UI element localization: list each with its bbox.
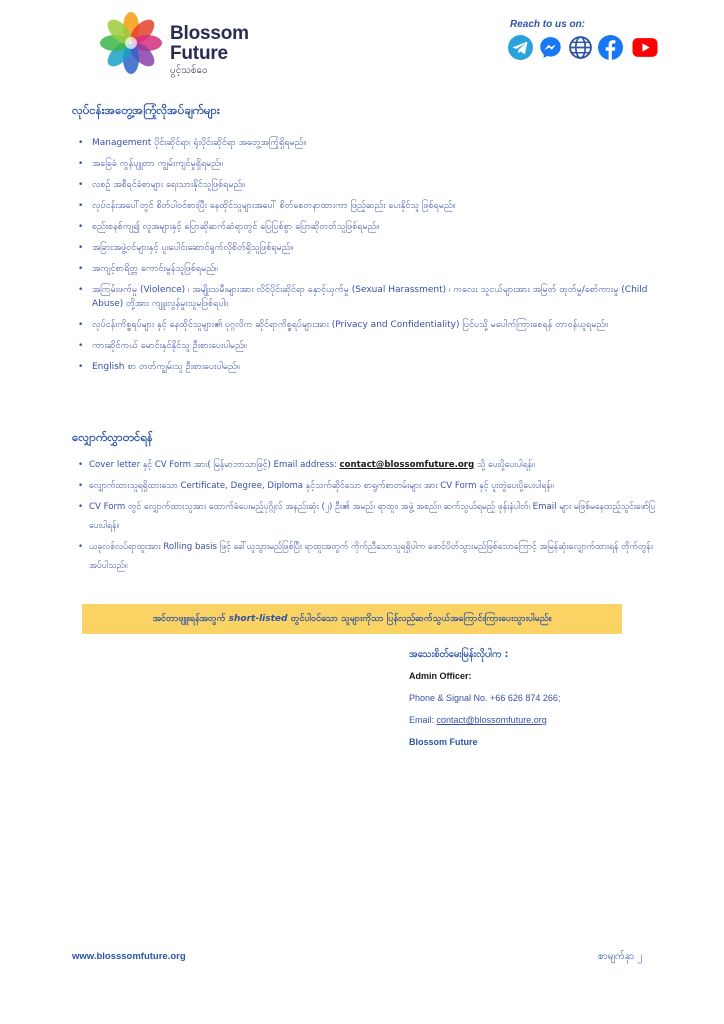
banner-post: တွင်ပါဝင်သော သူများကိုသာ ပြန်လည်ဆက်သွယ်အကြောင်းကြားပေးသွားပါမည်။ — [287, 613, 552, 624]
inquiry-note: အသေးစိတ်မေးမြန်းလိုပါက : — [409, 649, 509, 660]
blossom-logo — [98, 10, 164, 76]
list-item: • Management ပိုင်းဆိုင်ရာ၊ ရုံးပိုင်းဆိုင်ရာ အတွေ့အကြုံရှိရမည်။ — [78, 136, 658, 150]
list-item: • လျှောက်ထားသူရရှိထားသော Certificate, Degree, Diploma နှင့်သက်ဆိုင်သော စာရွက်စာတမ်းများ အား CV Form နှင့် ပူးတွဲပေးပို့ပေးပါရန်။ — [78, 477, 658, 496]
list-item: • အခြားအဖွဲ့ဝင်များနှင့် ပူးပေါင်းဆောင်ရွက်လိုစိတ်ရှိသူဖြစ်ရမည်။ — [78, 241, 658, 255]
list-item: • စည်းစနစ်ကျ၍ လူအများနှင့် ပြောဆိုဆက်ဆံရာတွင် ပြေပြစ်စွာ ပြောဆိုတတ်သူဖြစ်ရမည်။ — [78, 220, 658, 234]
brand-name — [170, 24, 249, 76]
list-item: • ယခုလစ်လပ်ရာထူးအား Rolling basis ဖြင့် ခေါ်ယူသွားမည်ဖြစ်ပြီး ရာထူးအတွက် ကိုက်ညီသောသူရရှိပါက ဖောင်ပိတ်သွားမည်ဖြစ်သောကြောင့် အမြန်ဆုံးလျှောက်ထားရန် တိုက်တွန်းအပ်ပါသည်။ — [78, 538, 658, 576]
list-item: • English စာ တတ်ကျွမ်းသူ ဦးစားပေးပါမည်။ — [78, 360, 658, 374]
email-link[interactable]: contact@blossomfuture.org — [436, 715, 547, 725]
list-item: • အကျင့်စာရိတ္တ ကောင်းမွန်သူဖြစ်ရမည်။ — [78, 262, 658, 276]
list-item: • CV Form တွင် လျှောက်ထားသူအား ထောက်ခံပေးမည့်ပုဂ္ဂိုလ် အနည်းဆုံး (၂) ဦး၏ အမည်၊ ရာထူး၊ အဖွဲ့ အစည်း၊ ဆက်သွယ်ရမည့် ဖုန်းနံပါတ်၊ Email များ မဖြစ်မနေထည့်သွင်းဖော်ပြပေးပါရန်။ — [78, 498, 658, 536]
apply-item-1-pre: Cover letter နှင့် CV Form အား( မြန်မာဘာသာဖြင့်) Email address: — [89, 460, 340, 470]
requirements-title: လုပ်ငန်းအတွေ့အကြုံလိုအပ်ချက်များ — [72, 103, 220, 117]
messenger-icon[interactable] — [538, 35, 563, 60]
brand-line-2: Future — [170, 43, 228, 64]
list-item: • အခြေခံ ကွန်ပျူတာ ကျွမ်းကျင်မှုရှိရမည်။ — [78, 157, 658, 171]
globe-icon[interactable] — [568, 35, 593, 60]
contact-email — [409, 714, 669, 726]
list-item: • အကြမ်းဖက်မှု (Violence) ၊ အမျိုးသမီးများအား လိင်ပိုင်းဆိုင်ရာ နှောင့်ယှက်မှု (Sexual Harassment) ၊ ကလေး သူငယ်များအား အမြတ် ထုတ်မှု/စော်ကားမှု (Child Abuse) တို့အား ကျူးလွန်မှုးသူမဖြစ်ရပါ။ — [78, 283, 658, 311]
contact-block — [409, 670, 669, 758]
shortlist-banner — [82, 604, 622, 634]
banner-em: short-listed — [228, 613, 288, 624]
reach-label: Reach to us on: — [510, 19, 586, 30]
list-item: • လုပ်ငန်းအပေါ်တွင် စိတ်ပါဝင်စားပြီး နေထိုင်သူများအပေါ် စိတ်စေတနာထားကာ ဖြည့်ဆည်း ပေးနိုင်သူ ဖြစ်ရမည်။ — [78, 199, 658, 213]
list-item: • လစဉ် အစီရင်ခံစာများ ရေးသားနိုင်သူဖြစ်ရမည်။ — [78, 178, 658, 192]
facebook-icon[interactable] — [598, 35, 623, 60]
contact-email-link[interactable]: contact@blossomfuture.org — [339, 460, 475, 470]
brand-line-1: Blossom — [170, 23, 249, 44]
telegram-icon[interactable] — [508, 35, 533, 60]
organization-name: Blossom Future — [409, 737, 478, 747]
phone-number: Phone & Signal No. +66 626 874 266; — [409, 693, 561, 703]
list-item — [78, 456, 658, 475]
email-label: Email: — [409, 715, 437, 725]
youtube-icon[interactable] — [628, 35, 662, 60]
social-links — [508, 35, 662, 60]
apply-list — [78, 456, 658, 578]
brand-line-3: ပွင့်သစ်ဝေ — [170, 65, 208, 76]
apply-title: လျှောက်လွှာတင်ရန် — [72, 430, 153, 444]
page-number: စာမျက်နှာ ၂ — [598, 951, 643, 962]
list-item: • ကားဆိုင်ကယ် မောင်းနှင်နိုင်သူ ဦးစားပေးပါမည်။ — [78, 339, 658, 353]
apply-item-1-post: သို့ ပေးပို့ပေးပါရန်။ — [474, 460, 535, 470]
list-item: • လုပ်ငန်းကိစ္စရပ်များ နှင့် နေထိုင်သူများ၏ ပုဂ္ဂလိက ဆိုင်ရာကိစ္စရပ်များအား (Privacy and Confidentiality) ပြင်ပသို့ မပေါက်ကြားစေရန် တာဝန်ယူရမည်။ — [78, 318, 658, 332]
footer-website[interactable]: www.blosssomfuture.org — [72, 951, 186, 962]
banner-pre: အင်တာဗျူးရန်အတွက် — [152, 613, 229, 624]
admin-officer-label: Admin Officer: — [409, 671, 472, 681]
requirements-list — [78, 136, 658, 381]
